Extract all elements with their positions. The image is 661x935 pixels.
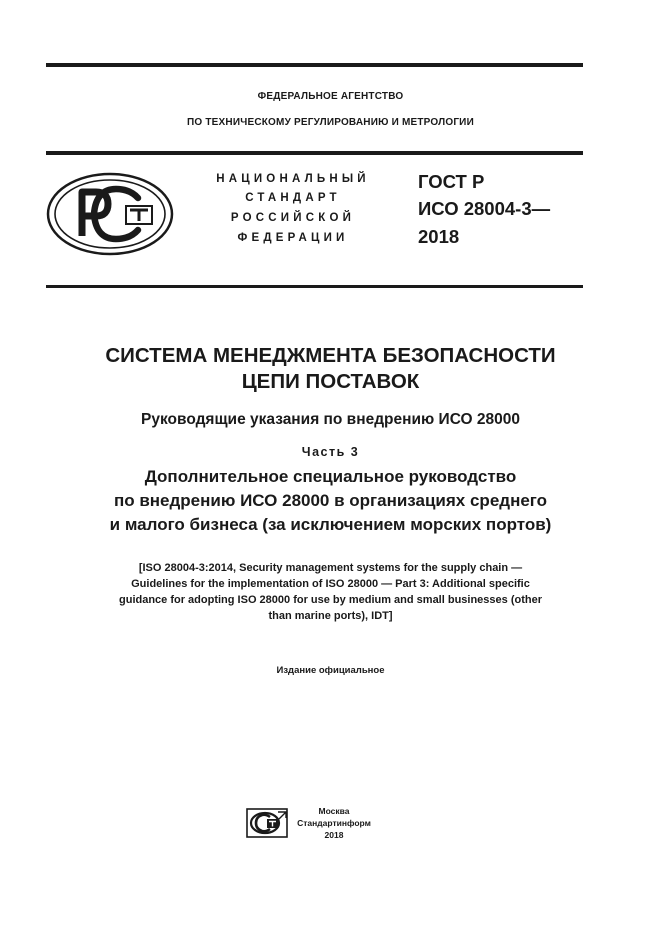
standard-type-line: СТАНДАРТ <box>245 192 341 204</box>
gost-designation-line: 2018 <box>418 226 460 247</box>
iso-reference-line: Guidelines for the implementation of ISO 28000 — Part 3: Additional specific <box>131 578 530 590</box>
document-title-line-1: СИСТЕМА МЕНЕДЖМЕНТА БЕЗОПАСНОСТИ <box>105 344 556 367</box>
iso-reference-line: guidance for adopting ISO 28000 for use by medium and small businesses (other <box>119 594 542 606</box>
agency-line-1: ФЕДЕРАЛЬНОЕ АГЕНТСТВО <box>257 91 404 102</box>
top-rule <box>46 63 583 67</box>
part-title-line: по внедрению ИСО 28000 в организациях среднего <box>113 491 548 510</box>
part-title-line: Дополнительное специальное руководство <box>144 467 517 486</box>
iso-reference-line: than marine ports), IDT] <box>268 610 393 622</box>
iso-reference-line: [ISO 28004-3:2014, Security management systems for the supply chain — <box>138 562 523 574</box>
publisher-city: Москва <box>318 806 350 816</box>
publisher-year: 2018 <box>324 830 344 840</box>
publisher-name: Стандартинформ <box>297 818 371 828</box>
part-label: Часть 3 <box>301 445 360 459</box>
part-title-line: и малого бизнеса (за исключением морских портов) <box>109 515 552 534</box>
document-title-line-2: ЦЕПИ ПОСТАВОК <box>241 370 420 393</box>
gost-designation-line: ИСО 28004-3— <box>418 198 551 219</box>
gost-r-logo-icon <box>46 172 174 256</box>
designation-rule <box>46 285 583 288</box>
agency-line-2: ПО ТЕХНИЧЕСКОМУ РЕГУЛИРОВАНИЮ И МЕТРОЛОГИИ <box>187 117 474 128</box>
gost-designation-line: ГОСТ Р <box>418 171 485 192</box>
edition-note: Издание официальное <box>276 665 385 676</box>
document-subtitle: Руководящие указания по внедрению ИСО 28000 <box>141 411 520 428</box>
header-rule <box>46 151 583 155</box>
standard-type-line: РОССИЙСКОЙ <box>230 212 356 224</box>
standard-type-line: ФЕДЕРАЦИИ <box>237 232 349 244</box>
standard-type-line: НАЦИОНАЛЬНЫЙ <box>216 173 370 185</box>
standartinform-logo-icon <box>246 808 288 838</box>
